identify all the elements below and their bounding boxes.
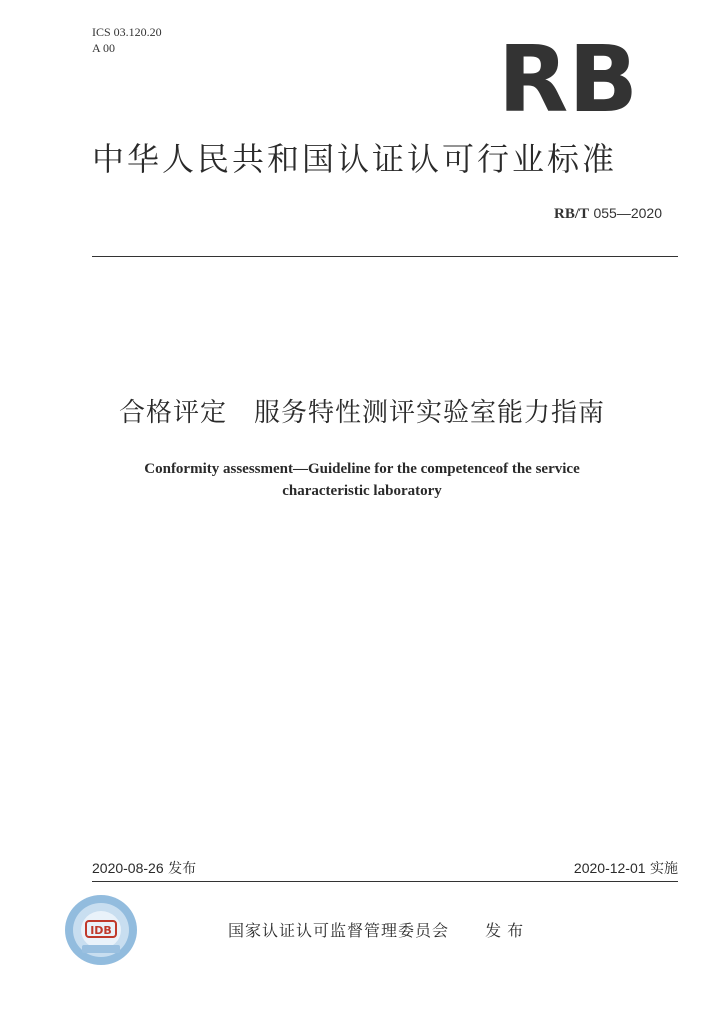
classification-codes [92, 24, 162, 56]
title-english-line-1: Conformity assessment—Guideline for the competenceof the service [144, 461, 580, 477]
ccs-code: A 00 [92, 41, 116, 55]
footer-divider [92, 881, 678, 882]
publisher-name: 国家认证认可监督管理委员会 [228, 921, 450, 940]
standard-number-prefix: RB/T [554, 206, 590, 222]
standard-category: 中华人民共和国认证认可行业标准 [92, 140, 618, 178]
date-row [92, 856, 678, 880]
publisher-verb: 发布 [485, 921, 530, 940]
publisher [228, 918, 529, 941]
implement-date: 2020-12-01 [573, 860, 646, 876]
standard-number [554, 205, 662, 223]
rb-logo-text: RB [498, 40, 638, 114]
rb-logo [498, 40, 638, 114]
issue-date: 2020-08-26 [92, 860, 164, 876]
ics-code: ICS 03.120.20 [92, 25, 162, 39]
title-chinese: 合格评定 服务特性测评实验室能力指南 [118, 398, 605, 428]
header-divider [92, 256, 678, 257]
seal-logo-text: IDB [90, 924, 112, 937]
issue-date-block [92, 858, 196, 878]
anti-counterfeit-seal-icon [62, 893, 140, 967]
title-english [0, 458, 724, 502]
standard-number-value: 055—2020 [593, 205, 662, 221]
title-english-line-2: characteristic laboratory [282, 483, 442, 499]
issue-label: 发布 [168, 861, 197, 877]
implement-date-block [574, 858, 678, 878]
implement-label: 实施 [650, 861, 678, 877]
